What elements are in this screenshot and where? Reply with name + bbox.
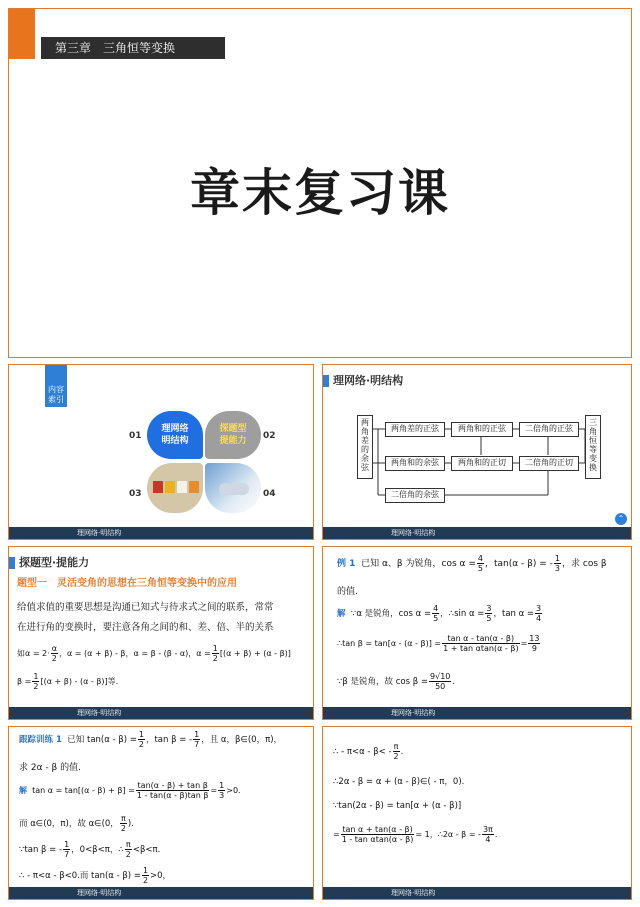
block-yellow xyxy=(165,481,175,493)
slide-footer: 理网络·明结构 xyxy=(323,527,631,539)
slide-footer: 理网络·明结构 xyxy=(9,707,313,719)
nav-dot-next[interactable] xyxy=(47,899,53,900)
scroll-up-button[interactable]: ⌃ xyxy=(615,513,627,525)
practice-step-2: 而 α∈(0，π)，故 α∈(0， $\frac{\pi}{2}$ ). xyxy=(19,814,134,833)
index-num-02: 02 xyxy=(263,431,276,441)
solution-slide xyxy=(322,726,632,900)
nav-dot-prev[interactable] xyxy=(347,899,353,900)
solution-step-1: ∴ - π<α - β< - $\frac{\pi}{2}$ . xyxy=(333,742,404,761)
block-red xyxy=(153,481,163,493)
page-title: 章末复习课 xyxy=(190,164,450,222)
diagram-box-2: 两角和的正弦 xyxy=(451,422,513,437)
slide-footer: 理网络·明结构 xyxy=(323,887,631,899)
index-image-handshake[interactable] xyxy=(205,463,261,513)
example-question: 例 1 已知 α、β 为锐角，cos α = $\frac{4}{5}$ ，tan(α - β) = - $\frac{1}{3}$ ，求 cos β xyxy=(337,554,607,573)
chapter-title: 第三章 三角恒等变换 xyxy=(55,41,176,55)
index-num-04: 04 xyxy=(263,489,276,499)
nav-dot-next[interactable] xyxy=(361,539,367,540)
fraction: $\frac{\alpha}{2}$ xyxy=(51,644,57,663)
slide-footer: 理网络·明结构 xyxy=(9,527,313,539)
diagram-box-3: 二倍角的正弦 xyxy=(519,422,579,437)
diagram-box-4: 两角和的余弦 xyxy=(385,456,445,471)
chapter-banner xyxy=(41,37,225,59)
orange-accent-block xyxy=(9,9,35,59)
fraction: $\frac{1}{2}$ xyxy=(212,644,218,663)
practice-step-3: ∵tan β = - $\frac{1}{7}$ ，0<β<π，∴ $\frac{\pi}{2}$ <β<π. xyxy=(19,840,161,859)
cover-slide xyxy=(8,8,632,358)
topic-line-1: 给值求值的重要思想是沟通已知式与待求式之间的联系，常常 xyxy=(17,602,274,613)
index-num-01: 01 xyxy=(129,431,142,441)
header-bar xyxy=(9,557,15,569)
nav-dot-next[interactable] xyxy=(361,719,367,720)
practice-step-4: ∴ - π<α - β<0.而 tan(α - β) = $\frac{1}{2}$ >0， xyxy=(19,866,172,885)
block-white xyxy=(177,481,187,493)
index-num-03: 03 xyxy=(129,489,142,499)
topic-slide: 探题型·提能力 题型一 灵活变角的思想在三角恒等变换中的应用 给值求值的重要思想是沟通已知式与待求式之间的联系，常常 在进行角的变换时，要注意各角之间的和、差、倍、半的关系 如α = 2· $\frac{\alpha}{2}$ ，α = (α + β) - β，α = β - (β - α)，α = $\frac{1}{2}$ [(α + β) + (α - β)] β = $\frac{1}{2}$ [(α + β) - (α - β)]等. 理网络·明结构 xyxy=(8,546,314,720)
practice-question: 跟踪训练 1 已知 tan(α - β) = $\frac{1}{2}$ ，tan β = - $\frac{1}{7}$ ，且 α，β∈(0，π)， xyxy=(19,730,283,749)
topic-line-3: 如α = 2· $\frac{\alpha}{2}$ ，α = (α + β) - β，α = β - (β - α)，α = $\frac{1}{2}$ [(α + β) + (α - β)] xyxy=(17,644,291,663)
example-slide xyxy=(322,546,632,720)
diagram-box-5: 两角和的正切 xyxy=(451,456,513,471)
example-step-2: ∴tan β = tan[α - (α - β)] = $\frac{\text{tan α - tan(α - β)}}{\text{1 + tan αtan(α - β)}}$ = $\frac{13}{9}$ xyxy=(337,634,540,653)
header-bar xyxy=(323,375,329,387)
practice-question-cont: 求 2α - β 的值. xyxy=(19,763,81,773)
practice-step-1: 解 tan α = tan[(α - β) + β] = $\frac{\text{tan(α - β) + tan β}}{\text{1 - tan(α - β)tan β}}$ = $\frac{1}{3}$ >0. xyxy=(19,781,241,800)
index-item-network[interactable]: 理网络 明结构 xyxy=(147,411,203,459)
nav-dot-next[interactable] xyxy=(47,539,53,540)
example-step-1: 解 ∵α 是锐角，cos α = $\frac{4}{5}$ ，∴sin α = $\frac{3}{5}$ ，tan α = $\frac{3}{4}$ xyxy=(337,604,542,623)
diagram-box-right: 三角恒等变换 xyxy=(585,415,601,479)
nav-dot-prev[interactable] xyxy=(33,899,39,900)
index-item-topic[interactable]: 探题型 提能力 xyxy=(205,411,261,459)
index-slide xyxy=(8,364,314,540)
nav-dot-prev[interactable] xyxy=(347,539,353,540)
slide-footer: 理网络·明结构 xyxy=(9,887,313,899)
nav-dot-next[interactable] xyxy=(361,899,367,900)
nav-dot-prev[interactable] xyxy=(33,539,39,540)
nav-dot-next[interactable] xyxy=(47,719,53,720)
topic-line-4: β = $\frac{1}{2}$ [(α + β) - (α - β)]等. xyxy=(17,672,119,691)
example-question-cont: 的值. xyxy=(337,587,358,597)
example-step-3: ∵β 是锐角，故 cos β = $\frac{9√10}{50}$ . xyxy=(337,672,456,691)
topic-subtitle: 题型一 灵活变角的思想在三角恒等变换中的应用 xyxy=(17,578,237,589)
diagram-box-left: 两角差的余弦 xyxy=(357,415,373,479)
nav-dot-prev[interactable] xyxy=(33,719,39,720)
practice-slide xyxy=(8,726,314,900)
index-image-blocks[interactable] xyxy=(147,463,203,513)
diagram-box-1: 两角差的正弦 xyxy=(385,422,445,437)
hand-shape xyxy=(219,483,249,495)
block-orange xyxy=(189,481,199,493)
diagram-box-6: 二倍角的正切 xyxy=(519,456,579,471)
nav-dot-prev[interactable] xyxy=(347,719,353,720)
diagram-box-7: 二倍角的余弦 xyxy=(385,488,445,503)
solution-step-3: ∵tan(2α - β) = tan[α + (α - β)] xyxy=(333,801,462,811)
topic-line-2: 在进行角的变换时，要注意各角之间的和、差、倍、半的关系 xyxy=(17,622,274,633)
slide-footer: 理网络·明结构 xyxy=(323,707,631,719)
solution-step-4: = $\frac{\text{tan α + tan(α - β)}}{\text{1 - tan αtan(α - β)}}$ = 1，∴2α - β = - $\frac{3\pi}{4}$ . xyxy=(333,825,498,844)
fraction: $\frac{1}{2}$ xyxy=(33,672,39,691)
solution-step-2: ∴2α - β = α + (α - β)∈( - π，0). xyxy=(333,777,465,787)
network-slide: 理网络·明结构 两角差的余弦 两角差的正弦 两角和的正弦 二倍角的正弦 两角和的余弦 两角和的正切 二倍角的正切 二倍角的余弦 三角恒等变换 ⌃ 理网络·明结构 xyxy=(322,364,632,540)
index-label: 内容 索引 xyxy=(45,365,67,407)
